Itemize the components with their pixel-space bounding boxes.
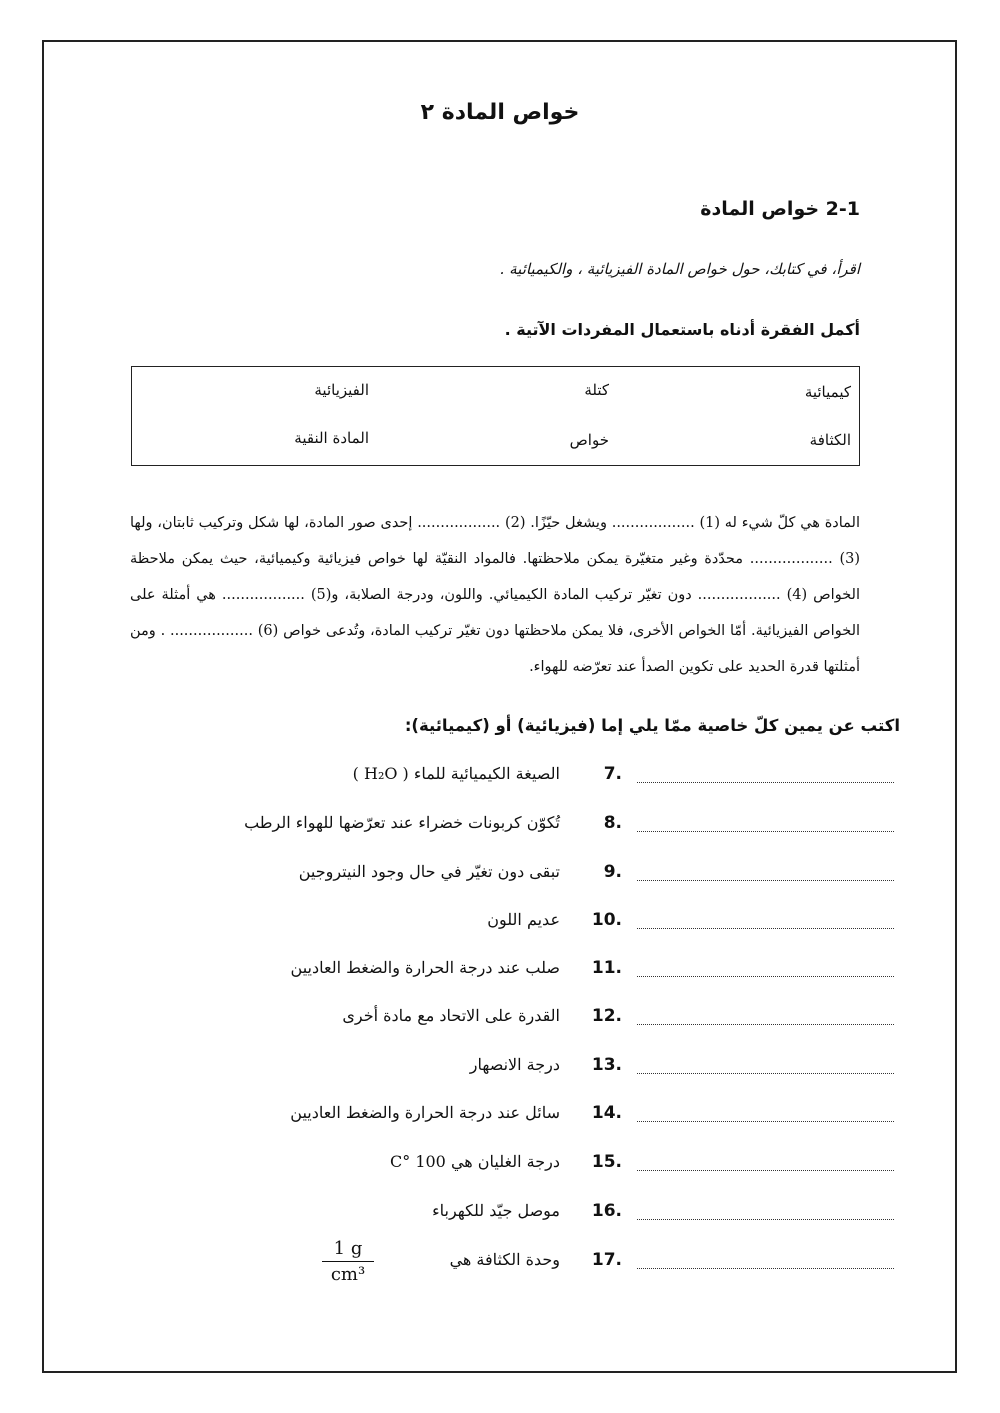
answer-line[interactable] [637,1170,894,1171]
section-number: 2-1 [825,198,860,220]
question-text: درجة الغليان هي 100 °C [389,1152,560,1171]
question-number: 17. [591,1250,622,1270]
paragraph-text: ويشغل حيّزًا. (2) [504,515,607,531]
blank-3[interactable]: .................. [749,551,833,567]
answer-line[interactable] [637,1121,894,1122]
answer-line[interactable] [637,1219,894,1220]
question-text: القدرة على الاتحاد مع مادة أخرى [342,1006,560,1025]
section-label: خواص المادة [700,198,820,220]
blank-6[interactable]: .................. [169,623,253,639]
density-unit-fraction [322,1238,374,1285]
question-row [0,910,1000,950]
question-row [0,1201,1000,1241]
blank-1[interactable]: .................. [611,515,695,531]
word-bank-item: كيميائية [804,383,851,401]
question-text: درجة الانصهار [469,1055,560,1074]
section-heading [700,198,860,220]
paragraph-text: محدّدة وغير متغيّرة يمكن ملاحظتها. فالمواد النقيّة لها خواص فيزيائية وكيميائية، حيث يمكن ملاحظة الخواص (4) [130,551,860,603]
question-number: 15. [591,1152,622,1172]
paragraph-text: هي أمثلة على الخواص الفيزيائية. أمّا الخواص الأخرى، فلا يمكن ملاحظتها دون تغيّر تركيب المادة، وتُدعى خواص (6) [130,587,861,639]
fraction-denominator: cm³ [330,1264,366,1285]
question-text: تبقى دون تغيّر في حال وجود النيتروجين [298,862,560,881]
question-text: الصيغة الكيميائية للماء ( H₂O ) [352,764,560,783]
word-bank-item: الكثافة [809,431,851,449]
question-number: 7. [603,764,622,784]
fill-in-paragraph [130,505,860,685]
word-bank-item: خواص [569,431,609,449]
question-text: موصل جيّد للكهرباء [432,1201,560,1220]
question-number: 13. [591,1055,622,1075]
word-bank-item: المادة النقية [294,429,369,447]
question-row [0,1006,1000,1046]
question-number: 11. [591,958,622,978]
answer-line[interactable] [637,782,894,783]
question-row [0,764,1000,804]
fraction-numerator: 1 g [322,1238,374,1262]
answer-line[interactable] [637,1268,894,1269]
question-number: 9. [603,862,622,882]
answer-line[interactable] [637,831,894,832]
word-bank [131,366,860,466]
answer-line[interactable] [637,1024,894,1025]
question-row [0,862,1000,902]
paragraph-text: المادة هي كلّ شيء له (1) [699,515,860,531]
paragraph-text: دون تغيّر تركيب المادة الكيميائي. واللون، ودرجة الصلابة، و(5) [310,587,692,603]
question-text: عديم اللون [487,910,560,929]
question-text: وحدة الكثافة هي [449,1250,560,1269]
question-number: 12. [591,1006,622,1026]
question-text: تُكوّن كربونات خضراء عند تعرّضها للهواء الرطب [244,813,560,832]
question-number: 14. [591,1103,622,1123]
answer-line[interactable] [637,976,894,977]
question-row [0,1103,1000,1143]
word-bank-item: الفيزيائية [314,381,369,399]
answer-line[interactable] [637,1073,894,1074]
question-row [0,958,1000,998]
blank-5[interactable]: .................. [221,587,305,603]
complete-instruction: أكمل الفقرة أدناه باستعمال المفردات الآتية . [504,320,860,339]
question-row [0,1055,1000,1095]
read-instruction: اقرأ، في كتابك، حول خواص المادة الفيزيائية ، والكيميائية . [499,260,860,278]
blank-2[interactable]: .................. [417,515,501,531]
answer-line[interactable] [637,928,894,929]
paragraph-text: إحدى صور المادة، لها شكل وتركيب ثابتان، ولها (3) [130,515,861,567]
question-number: 8. [603,813,622,833]
page-title: خواص المادة ٢ [420,100,580,125]
question-number: 10. [591,910,622,930]
blank-4[interactable]: .................. [697,587,781,603]
question-row [0,1250,1000,1290]
question-number: 16. [591,1201,622,1221]
question-text: سائل عند درجة الحرارة والضغط العاديين [290,1103,560,1122]
paragraph-text: . ومن أمثلتها قدرة الحديد على تكوين الصدأ عند تعرّضه للهواء. [130,623,860,675]
question-row [0,813,1000,853]
question-row [0,1152,1000,1192]
answer-line[interactable] [637,880,894,881]
questions-instruction: اكتب عن يمين كلّ خاصية ممّا يلي إما (فيزيائية) أو (كيميائية): [404,716,900,735]
word-bank-item: كتلة [584,381,609,399]
question-text: صلب عند درجة الحرارة والضغط العاديين [290,958,560,977]
